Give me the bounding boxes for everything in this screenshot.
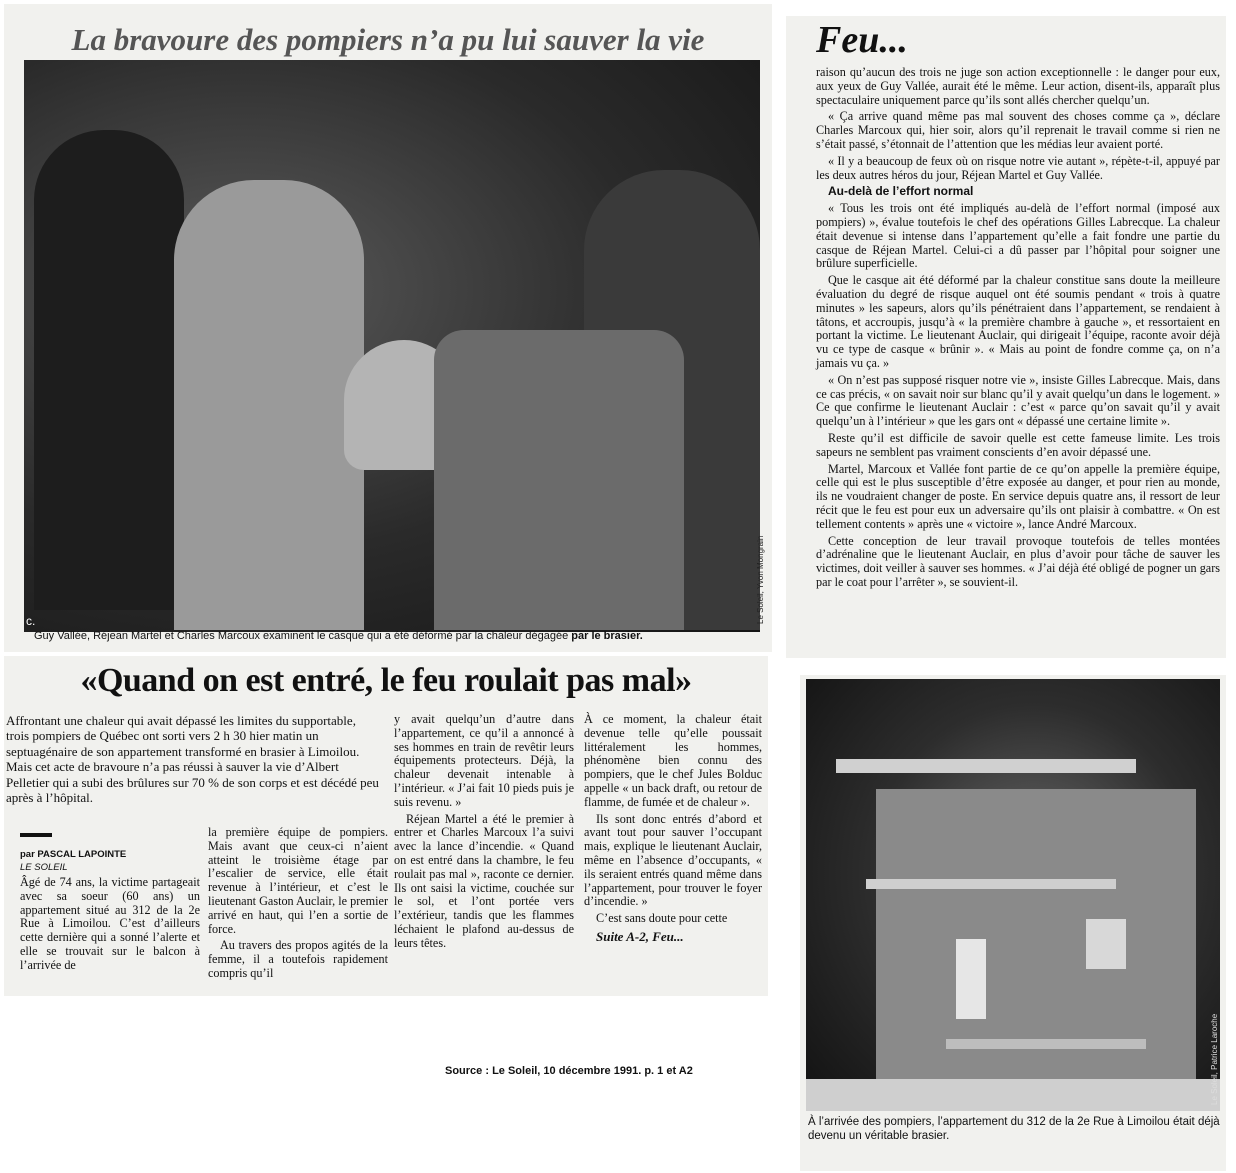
photo-credit: Le Soleil, Yvon Mongrain xyxy=(756,535,765,624)
article-headline: «Quand on est entré, le feu roulait pas mal» xyxy=(80,662,692,699)
source-citation: Source : Le Soleil, 10 décembre 1991. p. 1 et A2 xyxy=(445,1065,693,1077)
continuation-title: Feu... xyxy=(816,19,908,61)
caption-text: Guy Vallée, Réjean Martel et Charles Marcoux examinent le casque qui a été déformé par la chaleur dégagée xyxy=(34,630,572,642)
article-column-3 xyxy=(394,713,574,954)
protective-coat xyxy=(434,330,684,630)
paragraph: Réjean Martel a été le premier à entrer et Charles Marcoux l’a suivi avec la lance d’incendie. « Quand on est entré dans la chambre, le feu roulait pas mal », raconte ce dernier. Ils ont saisi la victime, couchée sur le sol, et l’ont portée vers l’extérieur, tandis que les flammes léchaient le plafond au-dessus de leurs têtes. xyxy=(394,811,574,950)
subhead: Au-delà de l’effort normal xyxy=(828,184,974,199)
paragraph: « On n’est pas supposé risquer notre vie », insiste Gilles Labrecque. Mais, dans ce cas précis, « on savait noir sur blanc qu’il y avait quelqu’un dans le logement. » Ce que confirme le lieutenant Auclair : c’est « parce qu’on savait qu’il y avait quelqu’un à l’intérieur » que les gars ont « dépassé une certaine limite ». xyxy=(816,372,1220,429)
snow-ground xyxy=(806,1079,1220,1111)
paragraph: Martel, Marcoux et Vallée font partie de ce qu’on appelle la première équipe, celle qui est le plus susceptible d’être exposée au danger, et pour rien au monde, ils ne voudraient changer de poste. En service depuis quatre ans, il ressort de leur récit que le feu est pour eux un adversaire qu’ils ont plaisir à combattre. « On est tellement contents » après une « victoire », lance André Marcoux. xyxy=(816,461,1220,531)
caption-bold-text: par le brasier. xyxy=(571,630,643,642)
paragraph: Que le casque ait été déformé par la chaleur constitue sans doute la meilleure évaluation du degré de risque auquel ont été soumis pendant « trois à quatre minutes » les sapeurs, alors qu’ils pénétraient dans l’appartement, se rendaient à tâtons, et accroupis, jusqu’à « la première chambre à gauche », et ressortaient en portant la victime. Le lieutenant Auclair, qui dirigeait l’équipe, raconte avoir déjà vu ce type de casque « brûnir ». « Mais au point de fondre comme ça, on n’a jamais vu ça. » xyxy=(816,273,1220,370)
balcony-upper xyxy=(836,759,1136,773)
paragraph: « Il y a beaucoup de feux où on risque notre vie autant », répète-t-il, appuyé par les deux autres héros du jour, Réjean Martel et Guy Vallée. xyxy=(816,153,1220,182)
building-facade xyxy=(876,789,1196,1109)
paragraph: Cette conception de leur travail provoque toutefois de telles montées d’adrénaline que le lieutenant Auclair, en plus d’avoir pour tâche de sauver les victimes, doit veiller à sauver ses hommes. « J’ai déjà été obligé de pogner un gars par le coat pour l’arrêter », se souvient-il. xyxy=(816,533,1220,589)
paragraph: Reste qu’il est difficile de savoir quelle est cette fameuse limite. Les trois sapeurs ne semblent pas vraiment conscients d’en avoir dépassé une. xyxy=(816,430,1220,459)
balcony-middle xyxy=(866,879,1116,889)
paragraph: À ce moment, la chaleur était devenue telle qu’elle poussait littéralement les hommes, phénomène bien connu des pompiers, que le chef Jules Bolduc appelle « un back draft, ou retour de flamme, de fumée et de chaleur ». xyxy=(584,712,762,809)
photo-story-clipping xyxy=(4,4,772,652)
article-column-2 xyxy=(208,826,388,984)
photo-caption xyxy=(34,629,764,643)
paragraph: la première équipe de pompiers. Mais avant que ceux-ci n’aient atteint le troisième étage par l’escalier de service, elle était revenue à l’intérieur, et c’est le lieutenant Gaston Auclair, le premier arrivé en haut, qui l’en a sortie de force. xyxy=(208,825,388,936)
continuation-clipping xyxy=(786,16,1226,658)
building-photo-clipping xyxy=(800,675,1226,1171)
photo-credit: Le Soleil, Patrice Laroche xyxy=(1210,1013,1219,1105)
firefighter-figure-center xyxy=(174,180,364,630)
article-column-4 xyxy=(584,713,762,947)
balcony-lower xyxy=(946,1039,1146,1049)
photo-caption: À l’arrivée des pompiers, l’appartement du 312 de la 2e Rue à Limoilou était déjà devenu un véritable brasier. xyxy=(808,1116,1220,1142)
paragraph: raison qu’aucun des trois ne juge son action exceptionnelle : le danger pour eux, aux yeux de Guy Vallée, aurait été le même. Leur action, disent-ils, apparaît plus spectaculaire uniquement parce qu’ils sont allés chercher quelqu’un. xyxy=(816,65,1220,107)
firefighter-figure-left xyxy=(34,130,184,610)
window xyxy=(1086,919,1126,969)
byline: par PASCAL LAPOINTE xyxy=(20,849,127,860)
headline: La bravoure des pompiers n’a pu lui sauver la vie xyxy=(71,22,705,57)
paragraph: Âgé de 74 ans, la victime partageait avec sa soeur (60 ans) un appartement situé au 312 de la 2e Rue à Limoilou. C’est d’ailleurs cette dernière qui a sonné l’alerte et elle se trouvait sur le balcon à l’arrivée de xyxy=(20,875,200,972)
continuation-text xyxy=(816,66,1220,593)
article-lead: Affrontant une chaleur qui avait dépassé les limites du supportable, trois pompiers de Québec ont sorti vers 2 h 30 hier matin un septuagénaire de son appartement transformé en brasier à Limoilou. Mais cet acte de bravoure n’a pas réussi à sauver la vie d’Albert Pelletier qui a subi des brûlures sur 70 % de son corps et est décédé peu après à l’hôpital. xyxy=(6,713,379,806)
byline-organization: LE SOLEIL xyxy=(20,862,68,873)
firefighters-helmet-photo xyxy=(24,60,760,632)
paragraph: « Ça arrive quand même pas mal souvent des choses comme ça », déclare Charles Marcoux qui, hier soir, alors qu’il reprenait le travail comme si rien ne s’était passé, s’étonnait de l’attention que les médias leur avaient porté. xyxy=(816,109,1220,151)
paragraph: Au travers des propos agités de la femme, il a toutefois rapidement compris qu’il xyxy=(208,938,388,980)
paragraph: Ils sont donc entrés d’abord et avant tout pour sauver l’occupant mais, explique le lieutenant Auclair, même en l’absence d’occupants, « ils seraient entrés quand même dans l’appartement, pour trouver le foyer d’incendie. » xyxy=(584,811,762,909)
burning-building-photo xyxy=(806,679,1220,1111)
paragraph: y avait quelqu’un d’autre dans l’appartement, ce qu’il a annoncé à ses hommes en train de revêtir leurs équipements protecteurs. Déjà, la chaleur devenait intenable à l’intérieur. « J’ai fait 10 pieds puis je suis revenu. » xyxy=(394,712,574,809)
paragraph: C’est sans doute pour cette xyxy=(596,911,728,926)
paragraph: « Tous les trois ont été impliqués au-delà de l’effort normal (imposé aux pompiers) », évalue toutefois le chef des opérations Gilles Labrecque. La chaleur était devenue si intense dans l’appartement qu’elle a fait fondre une partie du casque de Réjean Martel. Celui-ci a dû passer par l’hôpital pour soigner une brûlure superficielle. xyxy=(816,201,1220,271)
main-article-clipping xyxy=(4,656,768,996)
continued-reference: Suite A-2, Feu... xyxy=(596,928,684,944)
photo-mark: c. xyxy=(26,614,36,628)
doorway xyxy=(956,939,986,1019)
article-column-1 xyxy=(20,876,200,976)
byline-rule xyxy=(20,833,52,837)
